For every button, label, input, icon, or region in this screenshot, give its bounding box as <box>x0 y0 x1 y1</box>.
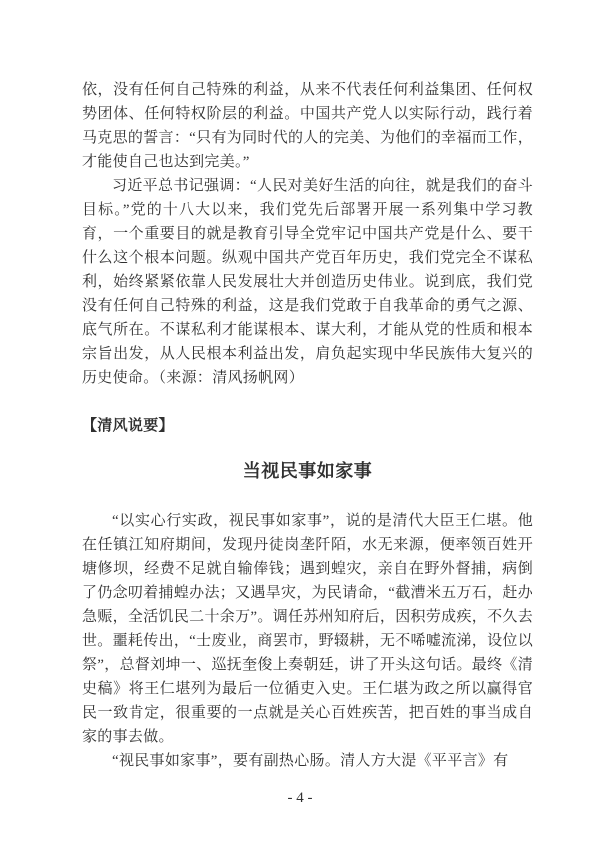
article-paragraph: “视民事如家事”，要有副热心肠。清人方大湜《平平言》有 <box>112 753 509 769</box>
article-paragraph: “以实心行实政，视民事如家事”，说的是清代大臣王仁堪。他在任镇江知府期间，发现丹徒岗垄阡陌，水无来源，便率领百姓开塘修坝，经费不足就自输俸钱；遇到蝗灾，亲自在野外督捕，病倒了仍念叨着捕蝗办法；又遇旱灾，为民请命，“截漕米五万石，赶办急赈，全活饥民二十余万”。调任苏州知府后，因积劳成疾，不久去世。噩耗传出，“士废业，商罢市，野辍耕，无不唏嘘流涕，设位以祭”，总督刘坤一、巡抚奎俊上奏朝廷，讲了开头这句话。最终《清史稿》将王仁堪列为最后一位循吏入史。王仁堪为政之所以赢得官民一致肯定，很重要的一点就是关心百姓疾苦，把百姓的事当成自家的事去做。 <box>82 513 533 745</box>
body-paragraph: 习近平总书记强调：“人民对美好生活的向往，就是我们的奋斗目标。”党的十八大以来，我们党先后部署开展一系列集中学习教育，一个重要目的就是教育引导全党牢记中国共产党是什么、要干什么这个根本问题。纵观中国共产党百年历史，我们党完全不谋私利，始终紧紧依靠人民发展壮大并创造历史伟业。说到底，我们党没有任何自己特殊的利益，这是我们党敢于自我革命的勇气之源、底气所在。不谋私利才能谋根本、谋大利，才能从党的性质和根本宗旨出发，从人民根本利益出发，肩负起实现中华民族伟大复兴的历史使命。（来源：清风扬帆网） <box>82 178 533 386</box>
page-number: - 4 - <box>287 790 313 806</box>
article-title: 当视民事如家事 <box>242 461 373 481</box>
page-footer <box>0 786 600 810</box>
body-paragraph-continued: 依，没有任何自己特殊的利益，从来不代表任何利益集团、任何权势团体、任何特权阶层的利益。中国共产党人以实际行动，践行着马克思的誓言：“只有为同时代的人的完美、为他们的幸福而工作，才能使自己也达到完美。” <box>82 82 533 170</box>
section-header: 【清风说要】 <box>82 418 174 434</box>
